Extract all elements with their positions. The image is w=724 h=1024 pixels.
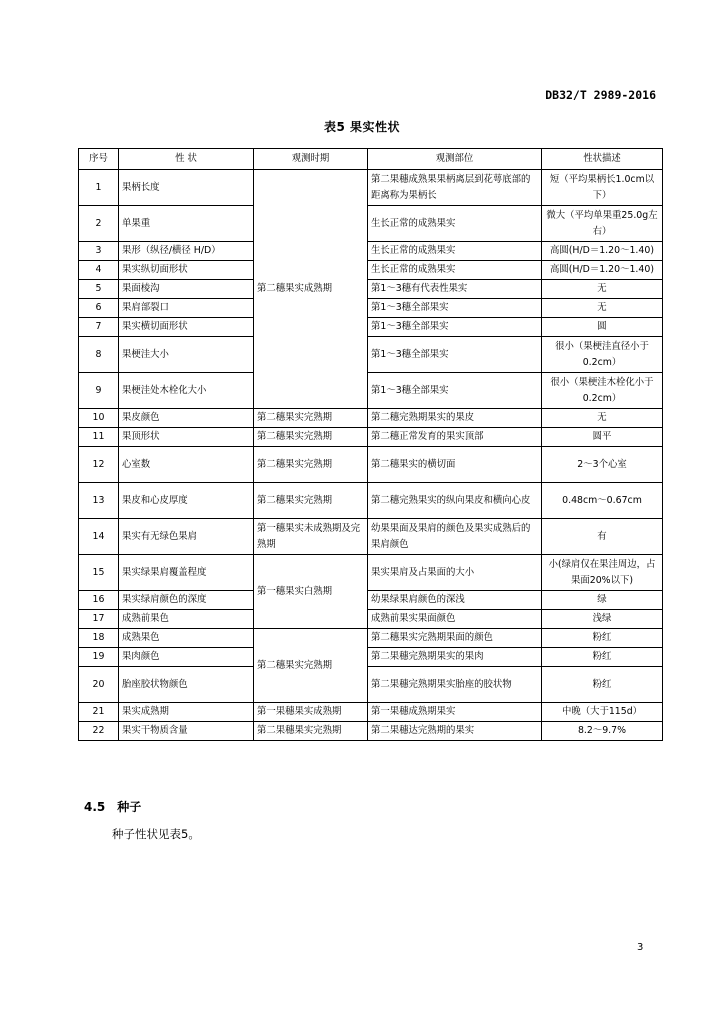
cell-no: 9 — [79, 373, 119, 409]
cell-part: 第1～3穗全部果实 — [368, 299, 542, 318]
cell-period: 第二穗果实完熟期 — [254, 447, 368, 483]
cell-part: 第1～3穗有代表性果实 — [368, 280, 542, 299]
cell-desc: 无 — [542, 299, 663, 318]
cell-no: 18 — [79, 629, 119, 648]
cell-trait: 果肩部裂口 — [119, 299, 254, 318]
cell-no: 4 — [79, 261, 119, 280]
cell-part: 第二穗完熟果实的纵向果皮和横向心皮 — [368, 483, 542, 519]
section-paragraph: 种子性状见表5。 — [112, 827, 200, 841]
cell-desc: 小(绿肩仅在果洼周边，占果面20%以下) — [542, 555, 663, 591]
fruit-traits-table — [78, 148, 663, 741]
table-row — [79, 629, 663, 648]
cell-trait: 心室数 — [119, 447, 254, 483]
cell-period: 第二穗果实成熟期 — [254, 170, 368, 409]
cell-part: 第二果穗完熟期果实的果肉 — [368, 648, 542, 667]
cell-part: 生长正常的成熟果实 — [368, 206, 542, 242]
cell-trait: 果实干物质含量 — [119, 722, 254, 741]
cell-desc: 圆 — [542, 318, 663, 337]
cell-trait: 果梗洼处木栓化大小 — [119, 373, 254, 409]
cell-part: 第二穗正常发育的果实顶部 — [368, 428, 542, 447]
cell-desc: 圆平 — [542, 428, 663, 447]
cell-part: 幼果果面及果肩的颜色及果实成熟后的果肩颜色 — [368, 519, 542, 555]
table-row — [79, 447, 663, 483]
cell-period: 第二穗果实完熟期 — [254, 483, 368, 519]
header-part: 观测部位 — [368, 149, 542, 170]
table-row — [79, 337, 663, 373]
table-row — [79, 428, 663, 447]
cell-desc: 2～3个心室 — [542, 447, 663, 483]
cell-trait: 果形（纵径/横径 H/D） — [119, 242, 254, 261]
cell-part: 第一果穗成熟期果实 — [368, 703, 542, 722]
cell-no: 11 — [79, 428, 119, 447]
cell-no: 21 — [79, 703, 119, 722]
cell-no: 7 — [79, 318, 119, 337]
cell-no: 16 — [79, 591, 119, 610]
cell-trait: 果柄长度 — [119, 170, 254, 206]
cell-desc: 高圆(H/D＝1.20～1.40) — [542, 242, 663, 261]
cell-no: 13 — [79, 483, 119, 519]
table-row — [79, 280, 663, 299]
table-header-row — [79, 149, 663, 170]
cell-part: 第二穗果实完熟期果面的颜色 — [368, 629, 542, 648]
cell-desc: 粉红 — [542, 629, 663, 648]
cell-desc: 微大（平均单果重25.0g左右） — [542, 206, 663, 242]
header-no: 序号 — [79, 149, 119, 170]
cell-no: 5 — [79, 280, 119, 299]
cell-no: 14 — [79, 519, 119, 555]
cell-part: 第二果穗成熟果果柄离层到花萼底部的距离称为果柄长 — [368, 170, 542, 206]
cell-desc: 无 — [542, 280, 663, 299]
cell-part: 第二穗完熟期果实的果皮 — [368, 409, 542, 428]
cell-no: 19 — [79, 648, 119, 667]
cell-no: 22 — [79, 722, 119, 741]
table-row — [79, 722, 663, 741]
cell-desc: 粉红 — [542, 667, 663, 703]
section-heading — [84, 798, 153, 815]
cell-desc: 中晚（大于115d） — [542, 703, 663, 722]
cell-trait: 成熟果色 — [119, 629, 254, 648]
table-row — [79, 409, 663, 428]
cell-no: 2 — [79, 206, 119, 242]
standard-code: DB32/T 2989-2016 — [545, 88, 656, 102]
cell-period: 第一果穗果实成熟期 — [254, 703, 368, 722]
table-row — [79, 555, 663, 591]
table-row — [79, 519, 663, 555]
table-row — [79, 318, 663, 337]
cell-desc: 有 — [542, 519, 663, 555]
cell-no: 20 — [79, 667, 119, 703]
cell-desc: 浅绿 — [542, 610, 663, 629]
cell-trait: 果顶形状 — [119, 428, 254, 447]
page-number: 3 — [637, 942, 644, 953]
cell-trait: 果面棱沟 — [119, 280, 254, 299]
table-row — [79, 703, 663, 722]
cell-trait: 果实纵切面形状 — [119, 261, 254, 280]
cell-part: 幼果绿果肩颜色的深浅 — [368, 591, 542, 610]
cell-desc: 很小（果梗洼直径小于0.2cm） — [542, 337, 663, 373]
table-row — [79, 261, 663, 280]
cell-period: 第一穗果实未成熟期及完熟期 — [254, 519, 368, 555]
cell-no: 15 — [79, 555, 119, 591]
table-row — [79, 206, 663, 242]
cell-part: 生长正常的成熟果实 — [368, 242, 542, 261]
cell-no: 17 — [79, 610, 119, 629]
cell-trait: 果实绿果肩覆盖程度 — [119, 555, 254, 591]
section-number: 4.5 — [84, 800, 106, 814]
cell-part: 第1～3穗全部果实 — [368, 373, 542, 409]
table-row — [79, 483, 663, 519]
cell-desc: 很小（果梗洼木栓化小于0.2cm） — [542, 373, 663, 409]
cell-part: 第1～3穗全部果实 — [368, 318, 542, 337]
table-row — [79, 170, 663, 206]
section-title: 种子 — [117, 800, 142, 814]
cell-period: 第二果穗果实完熟期 — [254, 722, 368, 741]
cell-no: 8 — [79, 337, 119, 373]
cell-no: 10 — [79, 409, 119, 428]
cell-no: 6 — [79, 299, 119, 318]
cell-part: 果实果肩及占果面的大小 — [368, 555, 542, 591]
cell-trait: 果皮颜色 — [119, 409, 254, 428]
table-row — [79, 667, 663, 703]
cell-trait: 果肉颜色 — [119, 648, 254, 667]
cell-period: 第二穗果实完熟期 — [254, 428, 368, 447]
table-caption: 表5 果实性状 — [323, 120, 401, 134]
cell-part: 第二果穗完熟期果实胎座的胶状物 — [368, 667, 542, 703]
cell-desc: 高圆(H/D＝1.20～1.40) — [542, 261, 663, 280]
cell-part: 第二穗果实的横切面 — [368, 447, 542, 483]
cell-trait: 果实有无绿色果肩 — [119, 519, 254, 555]
cell-desc: 0.48cm～0.67cm — [542, 483, 663, 519]
cell-part: 成熟前果实果面颜色 — [368, 610, 542, 629]
table-row — [79, 610, 663, 629]
cell-part: 生长正常的成熟果实 — [368, 261, 542, 280]
table-row — [79, 648, 663, 667]
header-desc: 性状描述 — [542, 149, 663, 170]
cell-no: 1 — [79, 170, 119, 206]
header-trait: 性 状 — [119, 149, 254, 170]
table-row — [79, 591, 663, 610]
table-row — [79, 373, 663, 409]
cell-trait: 果皮和心皮厚度 — [119, 483, 254, 519]
cell-desc: 8.2～9.7% — [542, 722, 663, 741]
cell-trait: 果梗洼大小 — [119, 337, 254, 373]
cell-trait: 果实绿肩颜色的深度 — [119, 591, 254, 610]
cell-desc: 粉红 — [542, 648, 663, 667]
cell-desc: 无 — [542, 409, 663, 428]
cell-trait: 胎座胶状物颜色 — [119, 667, 254, 703]
cell-no: 3 — [79, 242, 119, 261]
table-row — [79, 242, 663, 261]
header-period: 观测时期 — [254, 149, 368, 170]
cell-period: 第二穗果实完熟期 — [254, 629, 368, 703]
cell-part: 第二果穗达完熟期的果实 — [368, 722, 542, 741]
cell-period: 第一穗果实白熟期 — [254, 555, 368, 629]
cell-trait: 成熟前果色 — [119, 610, 254, 629]
cell-part: 第1～3穗全部果实 — [368, 337, 542, 373]
cell-desc: 绿 — [542, 591, 663, 610]
cell-no: 12 — [79, 447, 119, 483]
cell-trait: 单果重 — [119, 206, 254, 242]
cell-trait: 果实横切面形状 — [119, 318, 254, 337]
cell-desc: 短（平均果柄长1.0cm以下） — [542, 170, 663, 206]
table-row — [79, 299, 663, 318]
cell-trait: 果实成熟期 — [119, 703, 254, 722]
cell-period: 第二穗果实完熟期 — [254, 409, 368, 428]
